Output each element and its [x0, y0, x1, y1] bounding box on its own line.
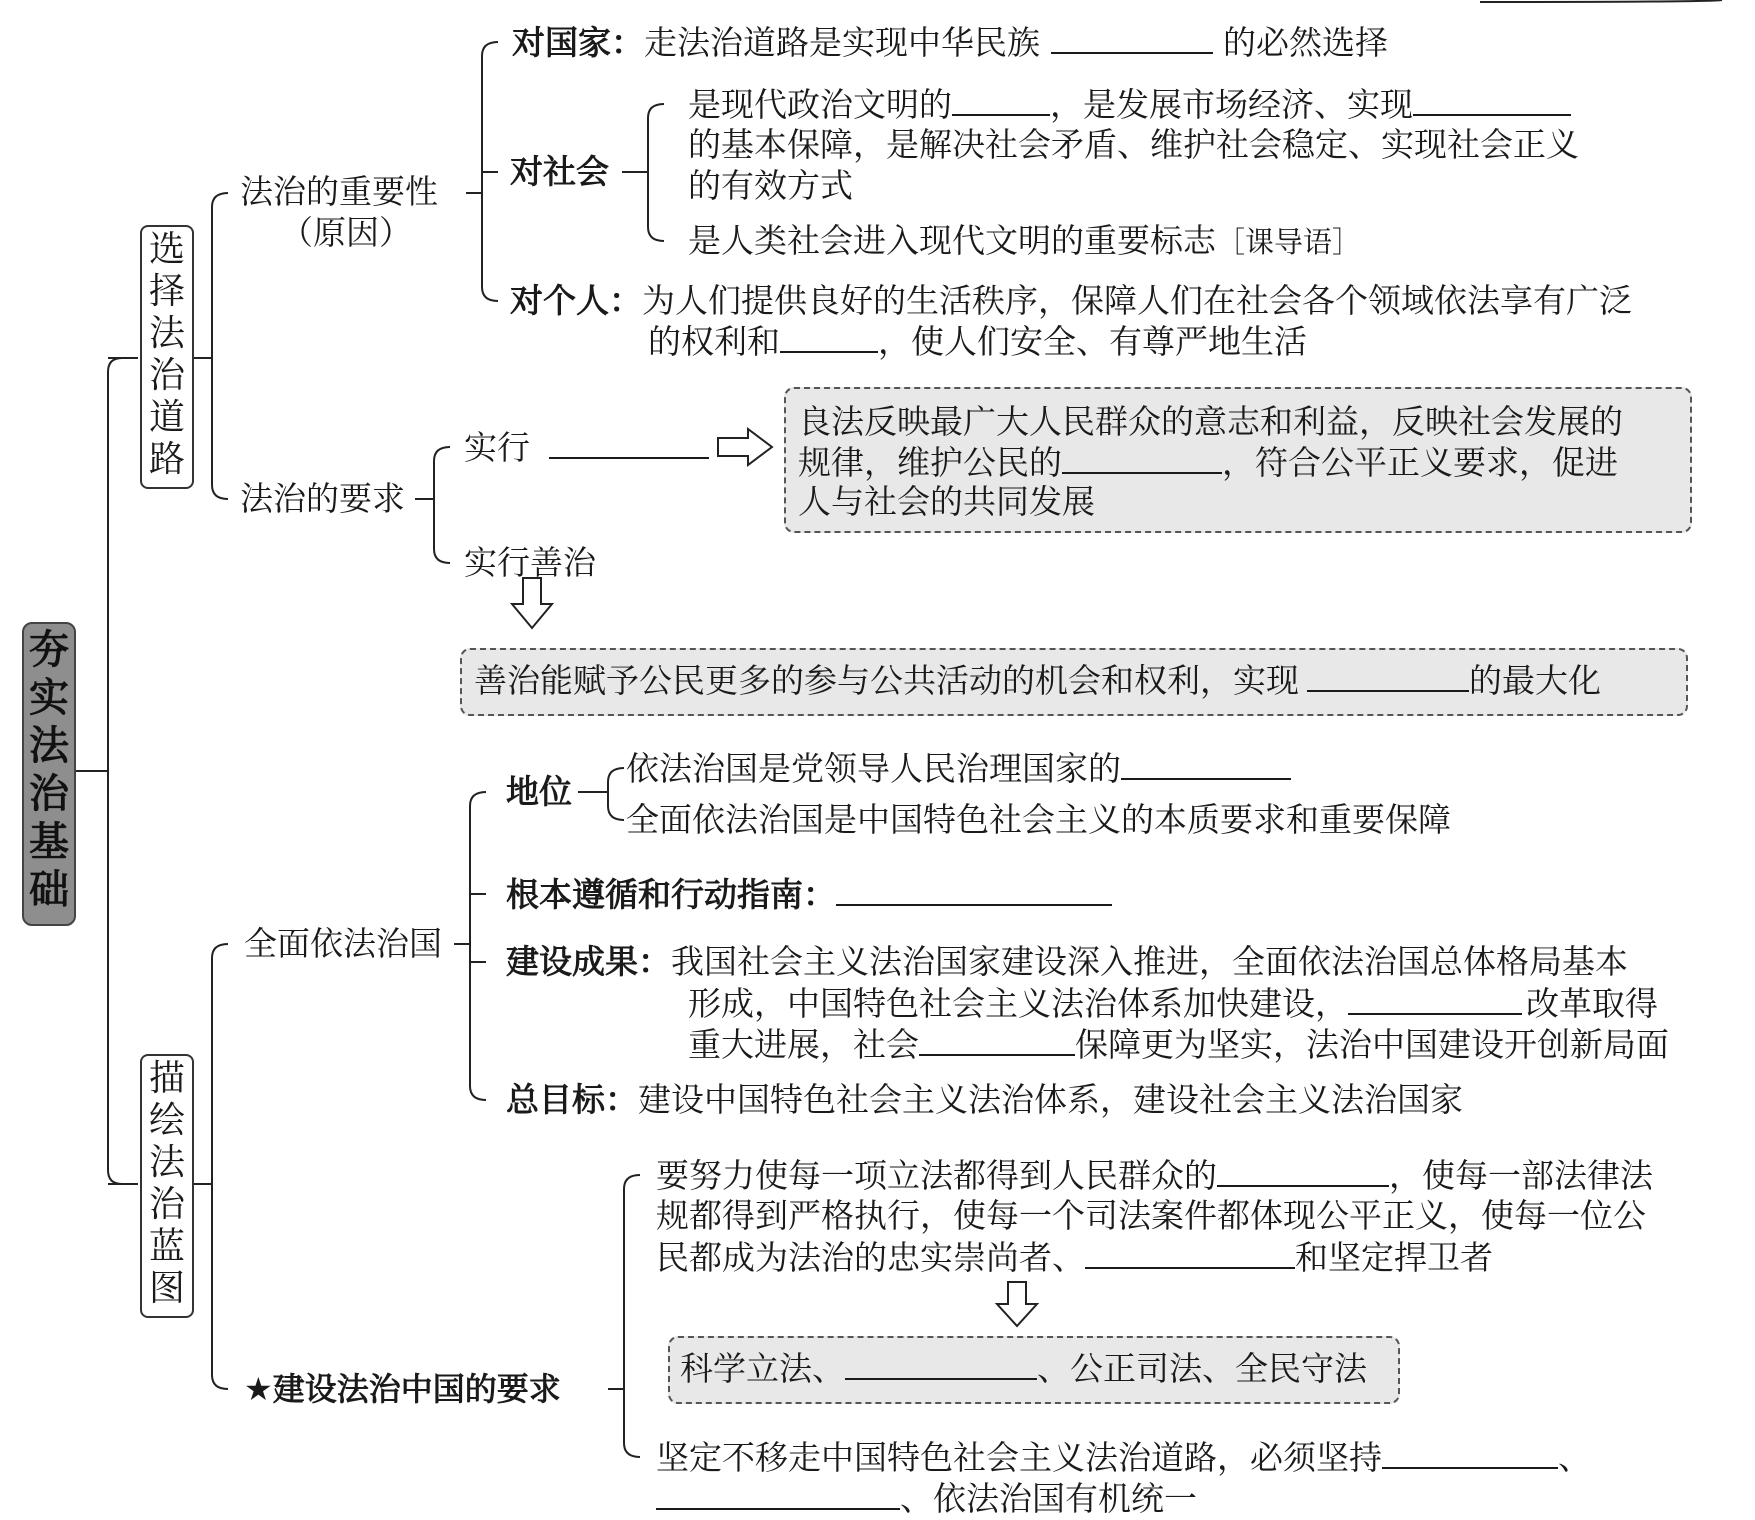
build-req-line-1: [656, 1155, 1653, 1196]
good-law-text: 规律，维护公民的: [798, 443, 1062, 482]
society-line-4: [688, 221, 1361, 262]
status-line-2: 全面依法治国是中国特色社会主义的本质要求和重要保障: [626, 800, 1451, 839]
blank-field[interactable]: [919, 1024, 1075, 1056]
requirement-item-2: 实行善治: [464, 543, 596, 582]
sixteen-character-text: [680, 1348, 1367, 1389]
box-text: 科学立法、: [680, 1349, 845, 1388]
status-label: 地位: [506, 772, 572, 811]
blank-field[interactable]: [549, 427, 709, 459]
blank-field[interactable]: [1307, 660, 1469, 692]
result-label: 建设成果：: [506, 942, 671, 981]
person-text: 的权利和: [648, 322, 780, 361]
importance-subtitle: （原因）: [280, 213, 412, 252]
blank-field[interactable]: [1382, 1437, 1558, 1469]
result-text: 形成，中国特色社会主义法治体系加快建设，: [688, 984, 1348, 1023]
country-text: 走法治道路是实现中华民族: [644, 23, 1040, 62]
society-line-2: 的基本保障，是解决社会矛盾、维护社会稳定、实现社会正义: [688, 125, 1579, 164]
society-text: 是人类社会进入现代文明的重要标志: [688, 221, 1216, 260]
result-row-1: [506, 942, 1628, 982]
blank-field[interactable]: [1413, 84, 1571, 116]
requirement-item-1: [464, 427, 709, 468]
society-text: ，是发展市场经济、实现: [1050, 85, 1413, 124]
path-text: 、依法治国有机统一: [900, 1479, 1197, 1518]
build-req-line-2: 规都得到严格执行，使每一个司法案件都体现公平正义，使每一位公: [656, 1196, 1646, 1235]
rule-of-law-title: 全面依法治国: [244, 924, 442, 963]
person-text: ，使人们安全、有尊严地生活: [878, 322, 1307, 361]
requirement-text: 实行: [464, 428, 530, 467]
country-label: 对国家：: [512, 23, 644, 62]
blank-field[interactable]: [952, 84, 1050, 116]
blank-field[interactable]: [1051, 22, 1213, 54]
result-text: 我国社会主义法治国家建设深入推进，全面依法治国总体格局基本: [671, 942, 1628, 981]
path-line-2: [656, 1478, 1197, 1519]
result-text: 重大进展，社会: [688, 1025, 919, 1064]
good-governance-text: [474, 660, 1601, 701]
build-req-text: 要努力使每一项立法都得到人民群众的: [656, 1156, 1217, 1195]
goal-row: [506, 1080, 1463, 1120]
box-text: 、公正司法、全民守法: [1037, 1349, 1367, 1388]
blank-field[interactable]: [1062, 442, 1222, 474]
section-choose-label: 选择法治道路: [149, 229, 186, 480]
path-text: 、: [1558, 1438, 1591, 1477]
path-text: 坚定不移走中国特色社会主义法治道路，必须坚持: [656, 1438, 1382, 1477]
build-req-text: ，使每一部法律法: [1389, 1156, 1653, 1195]
requirements-title: 法治的要求: [240, 479, 405, 518]
person-text: 为人们提供良好的生活秩序，保障人们在社会各个领域依法享有广泛: [642, 281, 1632, 320]
goal-text: 建设中国特色社会主义法治体系，建设社会主义法治国家: [638, 1080, 1463, 1119]
status-line-1: [626, 748, 1291, 789]
build-china-title: ★建设法治中国的要求: [244, 1370, 561, 1408]
blank-field[interactable]: [656, 1478, 900, 1510]
result-row-3: [688, 1024, 1669, 1065]
blank-field[interactable]: [1217, 1155, 1389, 1187]
status-text: 依法治国是党领导人民治理国家的: [626, 749, 1121, 788]
result-row-2: [688, 983, 1658, 1024]
person-label: 对个人：: [510, 281, 642, 320]
country-row: [512, 22, 1388, 63]
person-row-1: [510, 281, 1632, 321]
build-req-text: 和坚定捍卫者: [1295, 1238, 1493, 1277]
path-line-1: [656, 1437, 1591, 1478]
goal-label: 总目标：: [506, 1080, 638, 1119]
importance-title: 法治的重要性: [240, 172, 438, 211]
society-line-1: [688, 84, 1571, 125]
section-blueprint-label: 描绘法治蓝图: [149, 1058, 186, 1309]
blank-field[interactable]: [780, 321, 878, 353]
blank-field[interactable]: [1348, 983, 1522, 1015]
lesson-tag: ［课导语］: [1216, 225, 1362, 259]
society-text: 是现代政治文明的: [688, 85, 952, 124]
good-gov-text: 善治能赋予公民更多的参与公共活动的机会和权利，实现: [474, 661, 1299, 700]
good-law-line-2: [798, 442, 1618, 483]
blank-field[interactable]: [1085, 1237, 1295, 1269]
good-law-text: ，符合公平正义要求，促进: [1222, 443, 1618, 482]
blank-field[interactable]: [845, 1348, 1037, 1380]
society-line-3: 的有效方式: [688, 166, 853, 205]
root-label: 夯实法治基础: [29, 627, 69, 913]
root-node: [22, 622, 76, 926]
good-law-line-1: 良法反映最广大人民群众的意志和利益，反映社会发展的: [798, 402, 1623, 441]
build-req-text: 民都成为法治的忠实崇尚者、: [656, 1238, 1085, 1277]
society-label: 对社会: [510, 152, 609, 191]
result-text: 保障更为坚实，法治中国建设开创新局面: [1075, 1025, 1669, 1064]
person-row-2: [648, 321, 1307, 362]
good-gov-text: 的最大化: [1469, 661, 1601, 700]
section-blueprint: [140, 1054, 194, 1318]
guide-label: 根本遵循和行动指南：: [506, 875, 836, 914]
blank-field[interactable]: [1121, 748, 1291, 780]
good-law-line-3: 人与社会的共同发展: [798, 482, 1095, 521]
country-tail: 的必然选择: [1223, 23, 1388, 62]
guide-row: [506, 874, 1112, 915]
build-req-line-3: [656, 1237, 1493, 1278]
section-choose-path: [140, 225, 194, 489]
result-text: 改革取得: [1526, 984, 1658, 1023]
blank-field[interactable]: [836, 874, 1112, 906]
